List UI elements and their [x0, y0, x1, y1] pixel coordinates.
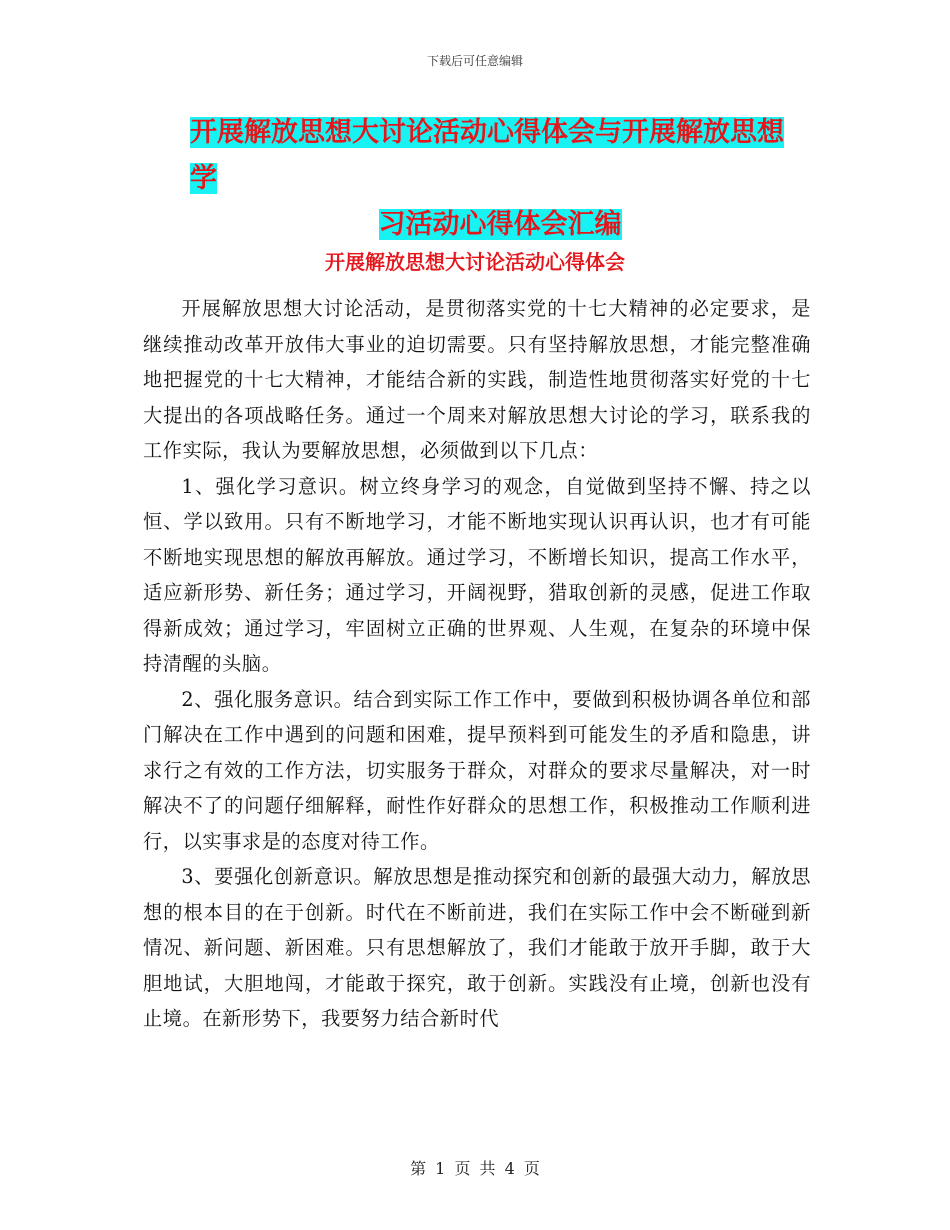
section-title: 开展解放思想大讨论活动心得体会 — [325, 250, 625, 274]
document-title-line-2: 习活动心得体会汇编 — [378, 209, 622, 240]
paragraph-point-3: 3、要强化创新意识。解放思想是推动探究和创新的最强大动力，解放思想的根本目的在于创新。时代在不断前进，我们在实际工作中会不断碰到新情况、新问题、新困难。只有思想解放了，我们才能敢于放开手脚，敢于大胆地试，大胆地闯，才能敢于探究，敢于创新。实践没有止境，创新也没有止境。在新形势下，我要努力结合新时代 — [143, 865, 811, 1030]
document-title-line-1: 开展解放思想大讨论活动心得体会与开展解放思想学 — [190, 117, 784, 194]
document-title — [190, 110, 810, 248]
paragraph-point-2: 2、强化服务意识。结合到实际工作工作中，要做到积极协调各单位和部门解决在工作中遇到的问题和困难，提早预料到可能发生的矛盾和隐患，讲求行之有效的工作方法，切实服务于群众，对群众的要求尽量解决，对一时解决不了的问题仔细解释，耐性作好群众的思想工作，积极推动工作顺利进行，以实事求是的态度对待工作。 — [143, 687, 811, 853]
document-body — [143, 291, 811, 1037]
header-note: 下载后可任意编辑 — [426, 54, 523, 68]
page-number-footer: 第 1 页 共 4 页 — [410, 1159, 540, 1178]
paragraph-intro: 开展解放思想大讨论活动，是贯彻落实党的十七大精神的必定要求，是继续推动改革开放伟大事业的迫切需要。只有坚持解放思想，才能完整准确地把握党的十七大精神，才能结合新的实践，制造性地贯彻落实好党的十七大提出的各项战略任务。通过一个周来对解放思想大讨论的学习，联系我的工作实际，我认为要解放思想，必须做到以下几点： — [143, 297, 811, 462]
paragraph-point-1: 1、强化学习意识。树立终身学习的观念，自觉做到坚持不懈、持之以恒、学以致用。只有不断地学习，才能不断地实现认识再认识，也才有可能不断地实现思想的解放再解放。通过学习，不断增长知识，提高工作水平，适应新形势、新任务；通过学习，开阔视野，猎取创新的灵感，促进工作取得新成效；通过学习，牢固树立正确的世界观、人生观，在复杂的环境中保持清醒的头脑。 — [143, 474, 811, 675]
